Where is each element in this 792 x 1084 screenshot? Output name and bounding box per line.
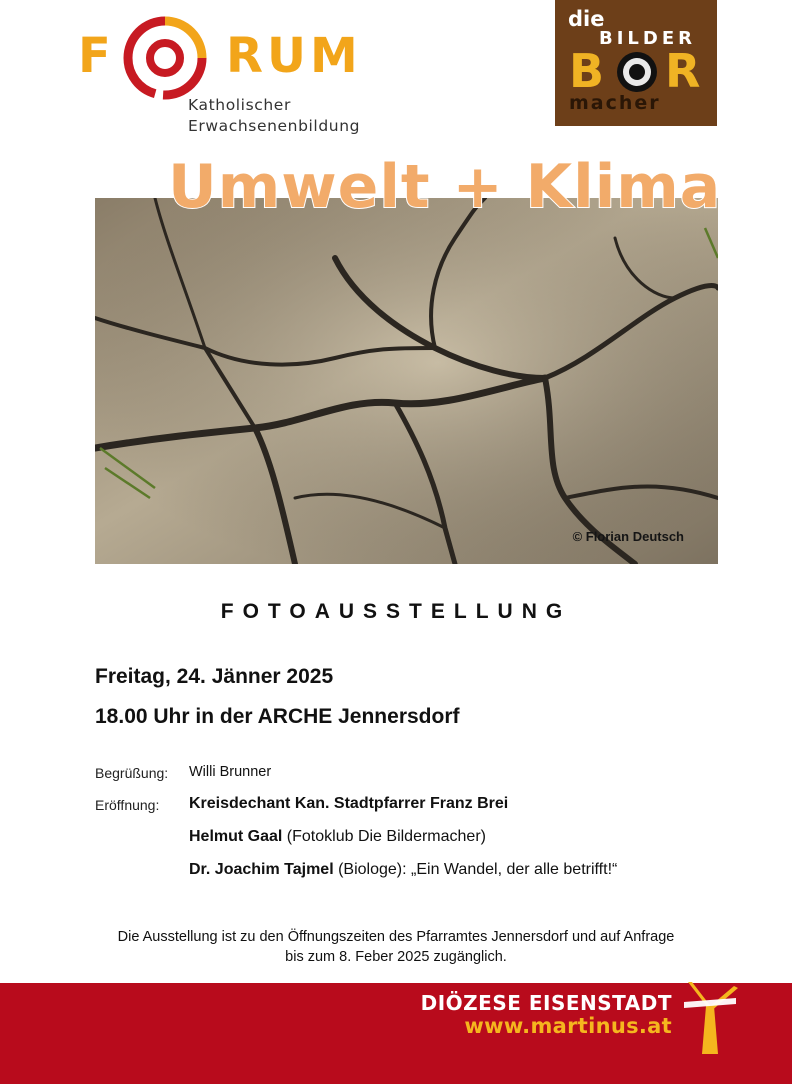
forum-subtitle-line1: Katholischer — [188, 96, 291, 114]
bildermacher-die: die — [568, 7, 605, 31]
greeting-label: Begrüßung: — [95, 765, 169, 781]
bildermacher-top: BILDER — [599, 28, 696, 49]
photo-credit: © Florian Deutsch — [572, 529, 684, 544]
opening-speaker-1: Kreisdechant Kan. Stadtpfarrer Franz Brei — [189, 795, 509, 812]
footer-bar — [0, 983, 792, 1084]
opening-speaker-3 — [189, 861, 617, 879]
forum-logo-letter-f: F — [78, 28, 115, 84]
event-time-place: 18.00 Uhr in der ARCHE Jennersdorf — [95, 705, 460, 728]
opening-speaker-2-detail: (Fotoklub Die Bildermacher) — [282, 828, 486, 845]
martinus-cross-icon — [678, 978, 740, 1056]
bildermacher-logo — [555, 0, 717, 126]
bildermacher-macher: macher — [569, 92, 661, 114]
event-date: Freitag, 24. Jänner 2025 — [95, 665, 334, 688]
opening-speaker-3-detail: (Biologe): „Ein Wandel, der alle betrifft!“ — [333, 861, 618, 878]
exhibition-note — [60, 927, 732, 967]
bildermacher-big-r: R — [665, 44, 701, 98]
exhibition-note-line2: bis zum 8. Feber 2025 zugänglich. — [285, 949, 507, 965]
forum-subtitle-line2: Erwachsenenbildung — [188, 117, 361, 135]
cracked-earth-image — [95, 198, 718, 564]
diocese-name: DIÖZESE EISENSTADT — [420, 991, 672, 1015]
opening-speaker-2-name: Helmut Gaal — [189, 828, 283, 845]
opening-speaker-2 — [189, 828, 486, 846]
exhibition-note-line1: Die Ausstellung ist zu den Öffnungszeiten des Pfarramtes Jennersdorf und auf Anfrage — [117, 929, 675, 945]
greeting-name: Willi Brunner — [189, 764, 272, 780]
bildermacher-big-b: B — [569, 44, 605, 98]
poster-title: Umwelt + Klima — [168, 152, 722, 222]
opening-speaker-3-name: Dr. Joachim Tajmel — [189, 861, 334, 878]
opening-label: Eröffnung: — [95, 797, 160, 813]
event-heading: FOTOAUSSTELLUNG — [220, 600, 572, 623]
forum-logo-word: RUM — [226, 28, 362, 84]
camera-lens-icon — [615, 50, 659, 94]
forum-ring-icon — [122, 15, 208, 101]
diocese-url[interactable]: www.martinus.at — [464, 1014, 672, 1038]
cracked-earth-photo — [95, 198, 718, 564]
forum-logo — [78, 14, 378, 139]
